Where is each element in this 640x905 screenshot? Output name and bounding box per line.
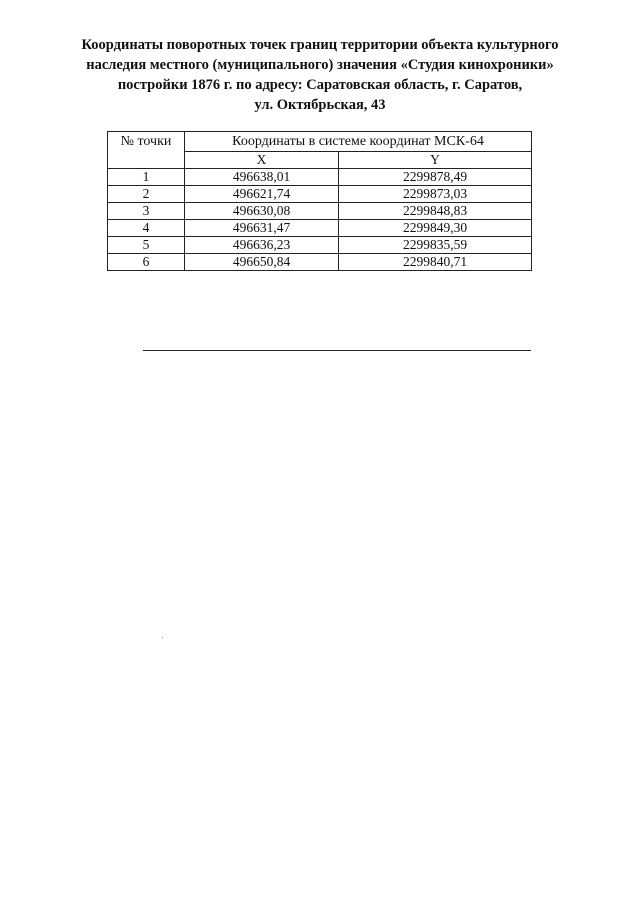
cell-point-number: 5 — [108, 237, 185, 254]
cell-y: 2299878,49 — [339, 169, 532, 186]
coordinates-table — [107, 131, 532, 271]
cell-point-number: 6 — [108, 254, 185, 271]
table-row — [108, 203, 532, 220]
scan-speck — [162, 637, 163, 638]
cell-point-number: 4 — [108, 220, 185, 237]
cell-y: 2299873,03 — [339, 186, 532, 203]
header-x: X — [185, 152, 339, 169]
cell-x: 496621,74 — [185, 186, 339, 203]
cell-point-number: 3 — [108, 203, 185, 220]
header-y: Y — [339, 152, 532, 169]
title-line: постройки 1876 г. по адресу: Саратовская область, г. Саратов, — [117, 77, 523, 93]
table-row — [108, 186, 532, 203]
header-point-number: № точки — [108, 132, 185, 169]
cell-x: 496650,84 — [185, 254, 339, 271]
table-header-row — [108, 132, 532, 152]
horizontal-rule — [143, 350, 531, 351]
cell-x: 496630,08 — [185, 203, 339, 220]
cell-y: 2299848,83 — [339, 203, 532, 220]
header-coordinates: Координаты в системе координат МСК-64 — [185, 132, 532, 152]
cell-x: 496631,47 — [185, 220, 339, 237]
cell-y: 2299835,59 — [339, 237, 532, 254]
title-line: наследия местного (муниципального) значения «Студия кинохроники» — [86, 57, 554, 73]
cell-y: 2299840,71 — [339, 254, 532, 271]
cell-x: 496636,23 — [185, 237, 339, 254]
cell-x: 496638,01 — [185, 169, 339, 186]
table-row — [108, 169, 532, 186]
table-row — [108, 237, 532, 254]
cell-y: 2299849,30 — [339, 220, 532, 237]
table-row — [108, 254, 532, 271]
cell-point-number: 2 — [108, 186, 185, 203]
table-row — [108, 220, 532, 237]
cell-point-number: 1 — [108, 169, 185, 186]
title-line: Координаты поворотных точек границ территории объекта культурного — [81, 37, 559, 53]
title-line: ул. Октябрьская, 43 — [254, 97, 386, 113]
document-title — [60, 35, 580, 115]
